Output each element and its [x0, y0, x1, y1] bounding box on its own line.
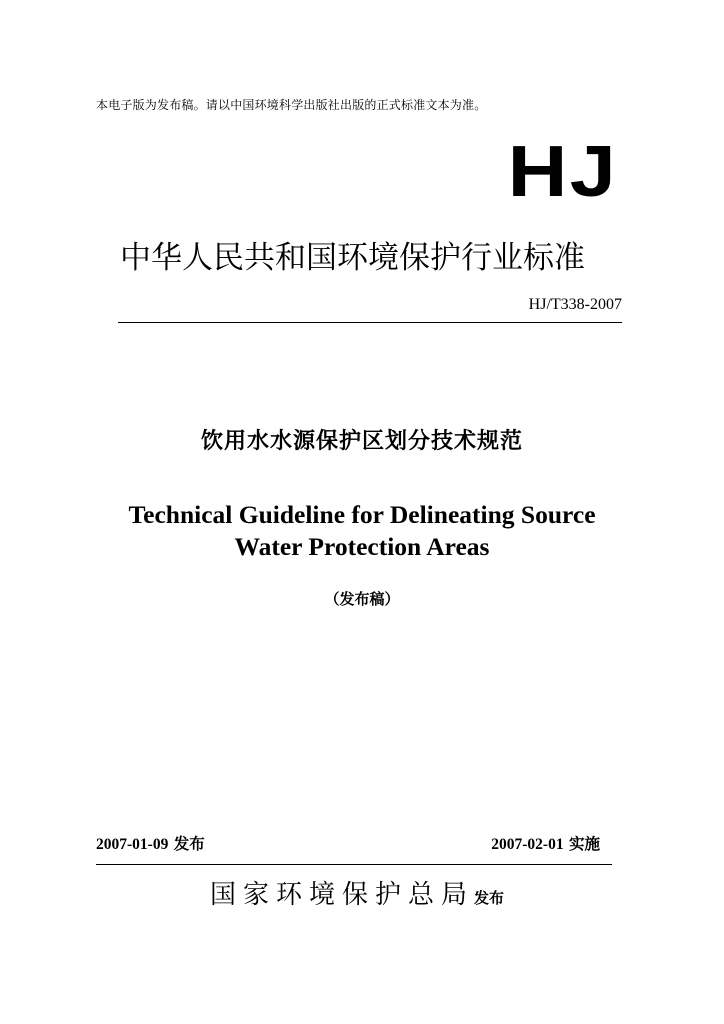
- english-document-title: [0, 499, 724, 563]
- issuer-suffix: 发布: [474, 889, 505, 907]
- standard-number: HJ/T338-2007: [528, 296, 622, 313]
- footer-divider: [96, 864, 612, 865]
- english-title-line-1: Technical Guideline for Delineating Source: [128, 500, 596, 529]
- english-title-line-2: Water Protection Areas: [234, 532, 490, 561]
- issue-label: 发布: [173, 835, 205, 853]
- issue-date-line: [96, 832, 205, 854]
- chinese-document-title: 饮用水水源保护区划分技术规范: [200, 429, 523, 454]
- issuer-line: [210, 874, 504, 911]
- implementation-label: 实施: [568, 835, 600, 853]
- disclaimer-notice: 本电子版为发布稿。请以中国环境科学出版社出版的正式标准文本为准。: [96, 98, 487, 112]
- issuer-name: 国家环境保护总局: [210, 880, 475, 910]
- header-divider: [118, 322, 622, 323]
- draft-status-label: （发布稿）: [324, 590, 400, 608]
- implementation-date: 2007-02-01: [491, 836, 564, 853]
- standard-code-logo: HJ: [507, 132, 618, 212]
- issue-date: 2007-01-09: [96, 836, 169, 853]
- implementation-date-line: [491, 832, 600, 854]
- standard-category-title: 中华人民共和国环境保护行业标准: [120, 240, 585, 276]
